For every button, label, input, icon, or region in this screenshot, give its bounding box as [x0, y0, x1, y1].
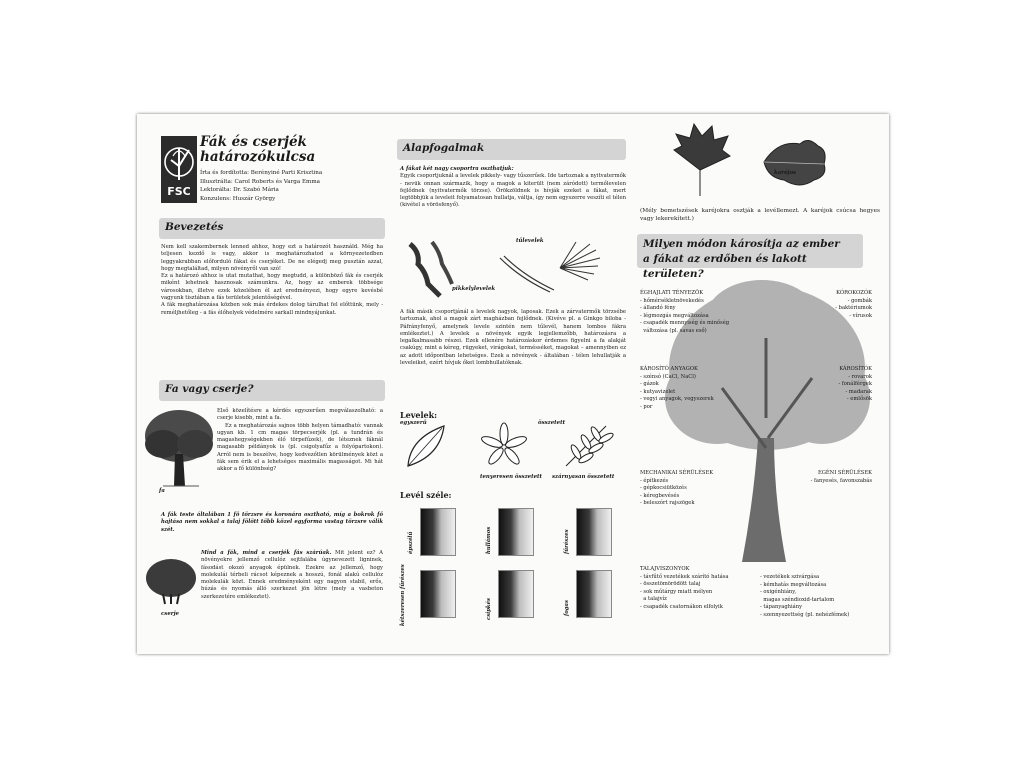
block-item: - állandó fény: [640, 305, 676, 312]
block-item: - por: [640, 403, 653, 410]
block-item: - emlősök: [846, 396, 872, 403]
paragraph: A fák meghatározása közben sok más érdekes dolog tárulhat fel előttünk, mely - reméljhetőleg - a fás élőhelyek védelmére sarkall mindnyájunkat.: [161, 302, 383, 316]
block-item: magas széndioxid-tartalom: [760, 596, 835, 603]
block-item: - kémhatás megváltozása: [760, 581, 827, 588]
heading-text: Fa vagy cserje?: [165, 383, 254, 395]
credit-line: Lektorálta: Dr. Szabó Mária: [200, 187, 279, 194]
block-item: - madarak: [845, 388, 872, 395]
credit-line: Konzulens: Huszár György: [200, 196, 276, 203]
block-item: a talajvíz: [640, 596, 667, 603]
block-item: - csapadék mennyiség és minőség: [640, 320, 730, 327]
block-item: - fonálférgek: [838, 381, 872, 388]
block-title: EGÉNI SÉRÜLÉSEK: [817, 470, 872, 476]
paragraph: A fák másik csoportjánál a levelek nagyok, laposak. Ezek a zárvatermők törzsébe tartoznak, ahol a magok zárt magházban fejlődnek. (Kivéve pl. a Ginkgo biloba -Páfrányfenyő, amelynek levele szintén nem tűlevél, hanem lombos fákra emlékeztet.) A levelek a növények egyik legjellemzőbb, határozásra a legalkalmasabb részei. Ezek ellenére határozáskor érdemes figyelni a fa alakját csakúgy, mint a kéreg, rügyeket, virágokat, termésséket, magokat – amennyiben ez az adott időpontban lehetséges. Ezek a növények - általában - télen lehullatják a leveleiket, ezért hívjuk őket lombhullatóknak.: [400, 309, 626, 367]
block-item: - rovarok: [848, 373, 872, 380]
leaf-edge-tile: [576, 570, 612, 618]
block-item: - légmozgás megváltozása: [640, 312, 709, 319]
korokozok-block: [820, 290, 872, 320]
fsc-logo: [161, 136, 197, 203]
block-item: - hőmérsékletnövekedés: [640, 297, 704, 304]
label-karejos: karéjos: [774, 170, 797, 176]
block-item: - beleszórt rajszögek: [640, 500, 695, 507]
credits: [200, 169, 322, 204]
column-middle: [392, 114, 632, 654]
block-item: - sok műtárgy miatt mélyen: [640, 588, 713, 595]
credit-line: Írta és fordította: Berényiné Parti Krisztina: [200, 170, 323, 176]
logo-text: FSC: [167, 185, 191, 198]
fa-cserje-text-2: [161, 512, 383, 534]
edge-label: fűrészes: [564, 529, 570, 554]
paragraph: Nem kell szakembernek lenned ahhoz, hogy ezt a határozót használd. Még ha teljesen kezdő is vagy, akkor is meghatározhatod a környezetedben leggyakrabban előforduló fákat és cserjéket. De ne elégedj meg pusztán azzal, hogy megtaláltad, milyen növényről van szó!: [161, 244, 383, 272]
paragraph-rest: Mit jelent ez? A növényekre jellemző cellulóz sejtfalába úgynevezett ligninek, fásodást okozó anyagok épülnek. Ezekre az jellemző, hogy molekulái térbeli rácsot képeznek a hosszú, fonál alakú cellulóz molekulák közt. Ennek eredményeként egy nagyon stabil, erős, húzás és nyomás álló szerkezet jön létre (mely a vasbeton szerkezetére emlékeztet).: [201, 550, 383, 600]
karositok-block: [820, 366, 872, 404]
title-line-1: Fák és cserjék: [200, 134, 307, 150]
block-item: - fanyesés, favonszabás: [810, 477, 872, 484]
heading-line-2: a fákat az erdőben és lakott területen?: [643, 253, 807, 280]
block-item: - szennyezettség (pl. nehézfémek): [760, 611, 850, 618]
block-item: - távfűtő vezetékek szárító hatása: [640, 573, 729, 580]
karejos-text: (Mély bemetszések karéjokra osztják a levéllemezt. A karéjok csúcsa hegyes vagy lekerekített.): [640, 208, 880, 222]
block-item: - csapadék csatornákon elfolyik: [640, 603, 723, 610]
block-item: - gépkocsiütközés: [640, 485, 687, 492]
block-item: - gombák: [847, 297, 872, 304]
levelszele-heading: Levél széle:: [400, 490, 452, 500]
label-osszetett: összetett: [538, 420, 566, 426]
leaf-edge-tile: [498, 508, 534, 556]
edge-label: épszélű: [408, 531, 414, 554]
title-line-2: határozókulcsa: [200, 149, 316, 165]
karosito-anyagok-block: [640, 366, 714, 412]
leaf-edge-tile: [576, 508, 612, 556]
column-right: [632, 114, 889, 654]
label-fa: fa: [159, 488, 165, 494]
edge-label: csipkés: [486, 598, 492, 620]
block-item: - vegyi anyagok, vegyszerek: [640, 396, 714, 403]
edge-label: fogas: [564, 600, 570, 616]
block-item: - kéregbevésés: [640, 492, 680, 499]
leaf-edge-tile: [420, 570, 456, 618]
block-item: - gázok: [640, 381, 659, 388]
column-left: [137, 114, 392, 654]
block-title: KÁROSÍTÓ ANYAGOK: [640, 366, 698, 372]
heading-line-1: Milyen módon károsítja az ember: [643, 238, 840, 250]
section-damage-heading: [637, 234, 863, 280]
mechanikai-block: [640, 470, 713, 508]
emphasis-text: Mind a fák, mind a cserjék fás szárúak.: [201, 550, 332, 556]
paragraph-title: A fákat két nagy csoportra oszthatjuk:: [400, 166, 514, 172]
leaflet-sheet: [137, 114, 889, 654]
leaf-edge-tile: [420, 508, 456, 556]
paragraph: Első közelítésre a kérdés egyszerűen megválaszolható: a cserje kisebb, mint a fa.: [217, 408, 383, 422]
shrub-illustration: [143, 554, 199, 606]
levelek-heading: Levelek:: [400, 410, 438, 420]
conifer-leaves-illustration: [400, 238, 626, 300]
block-title: MECHANIKAI SÉRÜLÉSEK: [640, 470, 714, 476]
credit-line: Illusztrálta: Carol Roberts és Varga Emma: [200, 178, 320, 185]
section-alapfogalmak-heading: [397, 139, 626, 160]
label-egyszeru: egyszerű: [400, 420, 427, 426]
fa-cserje-text-3: [201, 550, 383, 601]
heading-text: Bevezetés: [165, 221, 224, 233]
block-item: - vírusok: [849, 312, 872, 319]
talaj-block: [640, 566, 728, 612]
fa-cserje-text-1: [217, 408, 383, 474]
alapfogalmak-text-2: [400, 309, 626, 367]
page-title: [200, 135, 315, 165]
edge-label: hullámos: [486, 526, 492, 554]
egeni-block: [800, 470, 872, 485]
leaf-types-illustration: [400, 422, 626, 472]
block-item: - összetömörödött talaj: [640, 581, 701, 588]
block-item: - építkezés: [640, 477, 669, 484]
block-item: - baktériumok: [835, 305, 872, 312]
paragraph: Ez a határozó ahhoz is utat mutathat, hogy megtudd, a különböző fák és cserjék miként lehetnek hasznosak számunkra. Az, hogy az emberek többsége városokban, illetve ezek közelében él azt eredményezi, hogy egyre kevésbé vagyunk tisztában a fás területek jelentőségével.: [161, 273, 383, 302]
label-pikkelylevelek: pikkelylevelek: [452, 286, 496, 292]
block-title: KÁROSÍTÓK: [839, 366, 872, 372]
leaf-edge-tile: [498, 570, 534, 618]
section-bevezetes-heading: [159, 218, 385, 239]
block-item: - kutyavizelet: [640, 388, 676, 395]
section-fa-vagy-cserje-heading: [159, 380, 385, 401]
block-title: KÓROKOZÓK: [836, 290, 872, 296]
eghajlati-block: [640, 290, 729, 336]
talaj-block-2: [760, 574, 849, 620]
paragraph: Ez a meghatározás sajnos több helyen támadható: vannak ugyan kb. 1 cm magas törpecserjék (pl. a tundrán és magashegységekben élő törpefűzek), de léteznek fáknál magasabb példányok is (pl. csigolyafűz a folyópartokon). Arról nem is beszélve, hogy kedvezőtlen körülmények közt a fák sem érik el a lehetséges maximális magasságot. Mi hát akkor a fő különbség?: [217, 422, 383, 473]
lobed-leaves-illustration: [668, 120, 838, 200]
label-tenyeresen-osszetett: tenyeresen összetett: [480, 474, 542, 480]
tree-illustration: [141, 406, 217, 498]
block-item: - szénsó (CaCl, NaCl): [640, 373, 696, 380]
heading-text: Alapfogalmak: [403, 142, 485, 154]
bevezetes-text: [161, 244, 383, 317]
paragraph: Egyik csoportjuknál a levelek pikkely- vagy tűszerűek. Ide tartoznak a nyitvatermők - nevük onnan származik, hogy a magok a kiterült (nem záródott) termőlevelen fejlődnek (nyitvatermők törzse). Örökzöldnek is hívják ezeket a fákat, mert legtöbbjük a leveleit folyamatosan hullatja, váltja, így nem egyszerre veszíti el télen (kivétel a vörösfenyő).: [400, 173, 626, 209]
edge-label: kétszeresen fűrészes: [400, 564, 406, 626]
block-item: - oxigénhiány,: [760, 589, 797, 596]
block-item: változása (pl. savas eső): [640, 327, 707, 334]
label-szarnyasan-osszetett: szárnyasan összetett: [552, 474, 615, 480]
block-title: TALAJVISZONYOK: [640, 566, 690, 572]
block-item: - tápanyaghiány: [760, 604, 803, 611]
label-cserje: cserje: [161, 611, 179, 617]
heading-text: [643, 237, 863, 282]
label-tulevelek: tűlevelek: [516, 238, 544, 244]
block-item: - vezetékek szivárgása: [760, 574, 820, 580]
paragraph: A fák teste általában 1 fő törzsre és koronára osztható, míg a bokrok fő hajtása nem sokkal a talaj fölött több közel egyforma vastag törzsre válik szét.: [161, 512, 383, 533]
block-title: ÉGHAJLATI TÉNYEZŐK: [640, 290, 704, 296]
alapfogalmak-text-1: [400, 166, 626, 210]
